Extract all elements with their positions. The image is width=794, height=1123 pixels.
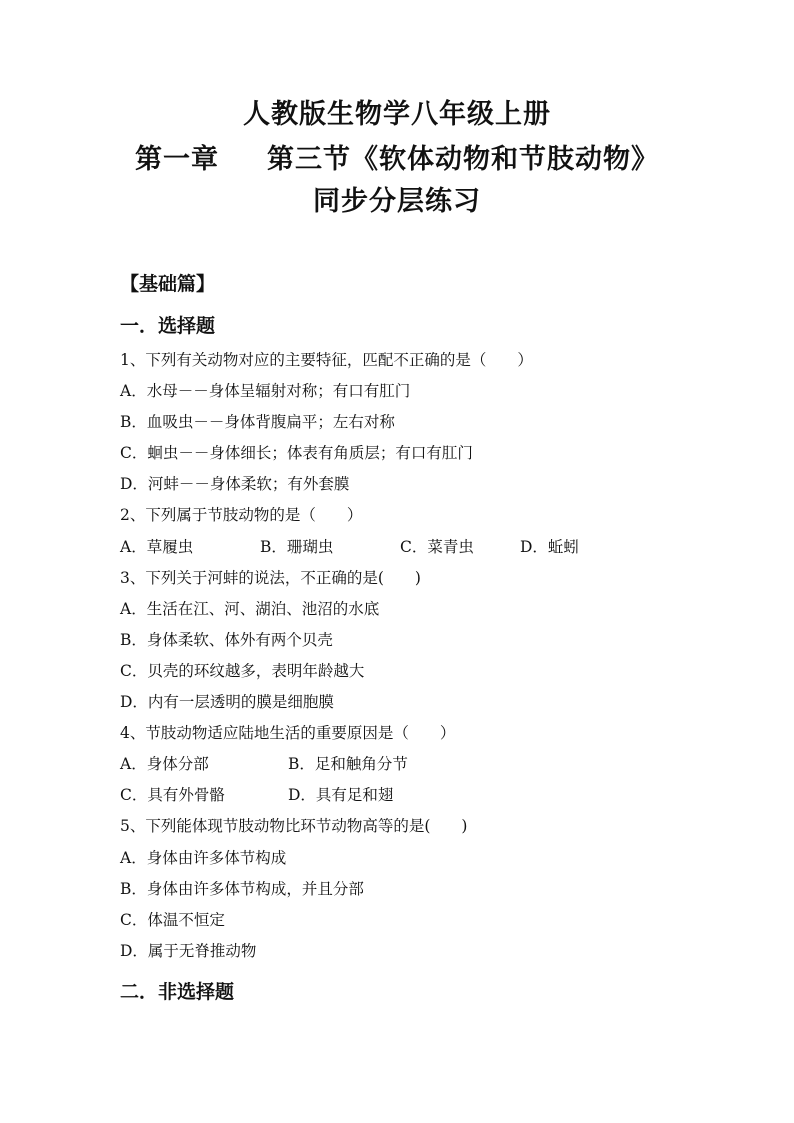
question-3-option-b: B．身体柔软、体外有两个贝壳 (120, 630, 333, 649)
document-subtitle: 同步分层练习 (313, 186, 481, 217)
question-3-stem: 3、下列关于河蚌的说法，不正确的是( ) (120, 568, 421, 587)
section-label: 第三节《软体动物和节肢动物》 (267, 144, 659, 175)
non-choice-heading: 二．非选择题 (120, 981, 235, 1003)
chapter-heading (0, 143, 794, 177)
question-1-option-c: C．蛔虫－－身体细长；体表有角质层；有口有肛门 (120, 444, 473, 463)
multiple-choice-heading: 一．选择题 (120, 315, 216, 337)
question-5-option-a: A．身体由许多体节构成 (120, 848, 287, 867)
question-4-option-d: D．具有足和翅 (288, 786, 394, 805)
question-2-option-b: B．珊瑚虫 (260, 537, 334, 556)
question-5-option-c: C．体温不恒定 (120, 910, 225, 929)
question-4-option-c: C．具有外骨骼 (120, 786, 225, 805)
question-2-option-d: D．蚯蚓 (520, 537, 579, 556)
document-title: 人教版生物学八年级上册 (243, 99, 551, 130)
question-5-option-d: D．属于无脊推动物 (120, 941, 257, 960)
question-1-option-b: B．血吸虫－－身体背腹扁平；左右对称 (120, 413, 395, 432)
question-2-option-a: A．草履虫 (120, 537, 194, 556)
question-3-option-a: A．生活在江、河、湖泊、池沼的水底 (120, 599, 380, 618)
question-4-options-row-1 (120, 753, 720, 784)
question-4-stem: 4、节肢动物适应陆地生活的重要原因是（ ） (120, 724, 456, 743)
question-3-option-c: C．贝壳的环纹越多，表明年龄越大 (120, 661, 365, 680)
question-list (120, 349, 720, 971)
question-2-options (120, 536, 720, 567)
question-2-option-c: C．菜青虫 (400, 537, 474, 556)
question-4-options-row-2 (120, 784, 720, 815)
question-4-option-a: A．身体分部 (120, 755, 209, 774)
question-5-option-b: B．身体由许多体节构成，并且分部 (120, 879, 364, 898)
question-3-option-d: D．内有一层透明的膜是细胞膜 (120, 693, 334, 712)
question-4-option-b: B．足和触角分节 (288, 755, 408, 774)
question-1-option-d: D．河蚌－－身体柔软；有外套膜 (120, 475, 350, 494)
question-2-stem: 2、下列属于节肢动物的是（ ） (120, 506, 363, 525)
question-5-stem: 5、下列能体现节肢动物比环节动物高等的是( ) (120, 817, 468, 836)
question-1-option-a: A．水母－－身体呈辐射对称；有口有肛门 (120, 382, 411, 401)
basic-section-heading: 【基础篇】 (120, 273, 216, 295)
question-1-stem: 1、下列有关动物对应的主要特征，匹配不正确的是（ ） (120, 351, 533, 369)
chapter-label: 第一章 (135, 144, 219, 175)
